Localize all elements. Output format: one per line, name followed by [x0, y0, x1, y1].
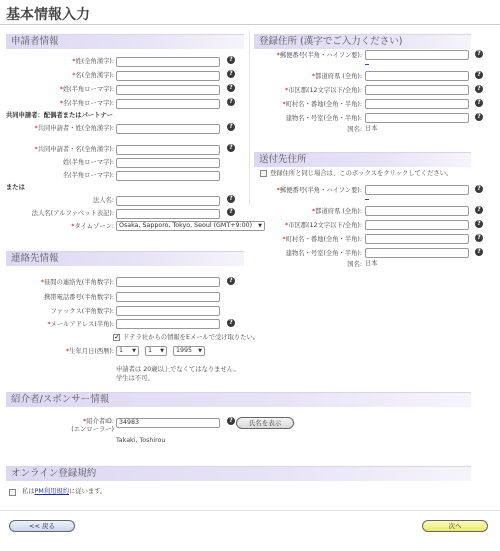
help-icon[interactable]: ?: [475, 99, 483, 107]
age-note-line1: 申請者は 20歳以上でなくてはなりません。: [116, 366, 240, 373]
registered-address-section-header: 登録住所 (漢字でご入力ください): [254, 34, 471, 49]
shipping-address-section-header: 送付先住所: [254, 152, 471, 167]
field-label: 法人名(アルファベット表記):: [31, 210, 114, 217]
first-name-romaji-input[interactable]: [116, 99, 220, 109]
field-label: 国名:: [347, 126, 362, 133]
field-label: *町村名・番地(全角・半角):: [282, 236, 362, 243]
terms-agree-text: 私はPM利用規約に従います。: [22, 488, 107, 495]
postal-lookup-indicator: [365, 199, 369, 200]
ship-postal-code-input[interactable]: [365, 185, 469, 195]
field-label: ファックス(半角数字):: [50, 308, 114, 315]
or-label: または: [6, 184, 25, 191]
field-label: 建物名・号室(全角・半角):: [285, 115, 362, 122]
chevron-down-icon: ▼: [132, 348, 136, 354]
field-label: *町村名・番地(全角・半角):: [282, 101, 362, 108]
field-label: *共同申請者・名(全角漢字):: [34, 146, 114, 153]
field-label: *郵便番号(半角・ハイフン要):: [276, 187, 362, 194]
title-divider: [0, 24, 500, 25]
field-label: 国名:: [347, 261, 362, 268]
field-label: *姓(全角漢字):: [72, 58, 114, 65]
help-icon[interactable]: ?: [475, 185, 483, 193]
help-icon[interactable]: ?: [475, 220, 483, 228]
show-sponsor-name-button[interactable]: 氏名を表示: [236, 417, 294, 429]
ship-city-input[interactable]: [365, 220, 469, 230]
help-icon[interactable]: ?: [227, 195, 235, 203]
contact-section-header: 連絡先情報: [6, 251, 244, 266]
field-label: *共同申請者・姓(全角漢字):: [34, 125, 114, 132]
ship-street-input[interactable]: [365, 234, 469, 244]
next-button[interactable]: 次へ: [422, 520, 488, 532]
help-icon[interactable]: ?: [475, 248, 483, 256]
reg-country-value: 日本: [365, 125, 378, 132]
co-first-name-kanji-input[interactable]: [116, 145, 220, 155]
field-label: *都道府県 (全角):: [312, 73, 362, 80]
field-label: 姓(半角ローマ字):: [62, 159, 114, 166]
newsletter-label: ドテラ社からの情報をEメールで受け取りたい。: [123, 334, 260, 341]
applicant-section-header: 申請者情報: [6, 34, 244, 49]
newsletter-checkbox[interactable]: [113, 334, 120, 341]
help-icon[interactable]: ?: [475, 234, 483, 242]
ship-country-value: 日本: [365, 260, 378, 267]
column-divider: [249, 30, 250, 205]
help-icon[interactable]: ?: [227, 70, 235, 78]
field-label: 携帯電話番号(半角数字):: [43, 294, 114, 301]
help-icon[interactable]: ?: [227, 144, 235, 152]
reg-street-input[interactable]: [365, 99, 469, 109]
sponsor-id-label: *紹介者ID:: [83, 418, 114, 425]
co-first-name-romaji-input[interactable]: [116, 171, 220, 181]
terms-section-header: オンライン登録規約: [6, 466, 471, 481]
field-label: *生年月日(西暦):: [66, 348, 114, 355]
postal-lookup-indicator: [365, 64, 369, 65]
page-title: 基本情報入力: [6, 7, 90, 23]
help-icon[interactable]: ?: [475, 113, 483, 121]
reg-postal-code-input[interactable]: [365, 50, 469, 60]
dob-day-select[interactable]: 1 ▼: [145, 346, 167, 356]
help-icon[interactable]: ?: [475, 206, 483, 214]
field-label: *姓(半角ローマ字):: [59, 86, 114, 93]
field-label: 建物名・号室(全角・半角):: [285, 250, 362, 257]
dob-year-select[interactable]: 1995 ▼: [173, 346, 205, 356]
help-icon[interactable]: ?: [475, 50, 483, 58]
same-as-registered-checkbox[interactable]: [260, 170, 267, 177]
dob-month-select[interactable]: 1 ▼: [116, 346, 139, 356]
same-as-registered-label: 登録住所と同じ場合は、このボックスをクリックしてください。: [270, 170, 453, 177]
help-icon[interactable]: ?: [227, 417, 235, 425]
sponsor-id-input[interactable]: 34983: [116, 418, 220, 428]
field-label: *市区郡(12文字以下/全角):: [284, 222, 362, 229]
ship-prefecture-input[interactable]: [365, 206, 469, 216]
co-applicant-heading: 共同申請者：配偶者またはパートナー: [6, 112, 114, 119]
field-label: *名(全角漢字):: [72, 72, 114, 79]
chevron-down-icon: ▼: [198, 348, 202, 354]
field-label: *メールアドレス(半角):: [47, 321, 114, 328]
field-label: *市区郡(12文字以下/全角):: [284, 87, 362, 94]
field-label: *都道府県 (全角):: [312, 208, 362, 215]
reg-building-input[interactable]: [365, 113, 469, 123]
help-icon[interactable]: ?: [227, 56, 235, 64]
terms-agree-checkbox[interactable]: [9, 489, 16, 496]
footer-divider: [0, 510, 500, 511]
help-icon[interactable]: ?: [227, 208, 235, 216]
sponsor-section-header: 紹介者/スポンサー情報: [6, 392, 471, 407]
field-label: *昼間の連絡先(半角数字):: [40, 279, 114, 286]
field-label: *タイムゾーン:: [71, 223, 114, 230]
help-icon[interactable]: ?: [227, 98, 235, 106]
fax-input[interactable]: [116, 306, 220, 316]
help-icon[interactable]: ?: [227, 123, 235, 131]
sponsor-id-sublabel: (エンローラー): [71, 426, 114, 433]
corporate-name-alpha-input[interactable]: [116, 209, 220, 219]
help-icon[interactable]: ?: [227, 84, 235, 92]
field-label: 法人名:: [92, 197, 114, 204]
terms-link[interactable]: PM利用規約: [34, 488, 70, 495]
co-last-name-kanji-input[interactable]: [116, 124, 220, 134]
field-label: 名(半角ローマ字):: [62, 172, 114, 179]
first-name-kanji-input[interactable]: [116, 71, 220, 81]
help-icon[interactable]: ?: [475, 71, 483, 79]
last-name-kanji-input[interactable]: [116, 57, 220, 67]
reg-prefecture-input[interactable]: [365, 71, 469, 81]
ship-building-input[interactable]: [365, 248, 469, 258]
help-icon[interactable]: ?: [475, 85, 483, 93]
mobile-phone-input[interactable]: [116, 292, 220, 302]
email-input[interactable]: [116, 319, 220, 329]
last-name-romaji-input[interactable]: [116, 85, 220, 95]
age-note-line2: 学生は不可。: [116, 375, 154, 382]
co-last-name-romaji-input[interactable]: [116, 158, 220, 168]
chevron-down-icon: ▼: [258, 223, 262, 229]
timezone-select[interactable]: Osaka, Sapporo, Tokyo, Seoul (GMT+9:00) ▼: [116, 221, 265, 231]
help-icon[interactable]: ?: [227, 319, 235, 327]
back-button[interactable]: << 戻る: [9, 520, 75, 532]
chevron-down-icon: ▼: [160, 348, 164, 354]
field-label: *郵便番号(半角・ハイフン要):: [276, 52, 362, 59]
sponsor-name: Takaki, Toshirou: [116, 437, 166, 444]
field-label: *名(半角ローマ字):: [59, 100, 114, 107]
corporate-name-input[interactable]: [116, 196, 220, 206]
help-icon[interactable]: ?: [227, 277, 235, 285]
daytime-phone-input[interactable]: [116, 277, 220, 287]
reg-city-input[interactable]: [365, 85, 469, 95]
